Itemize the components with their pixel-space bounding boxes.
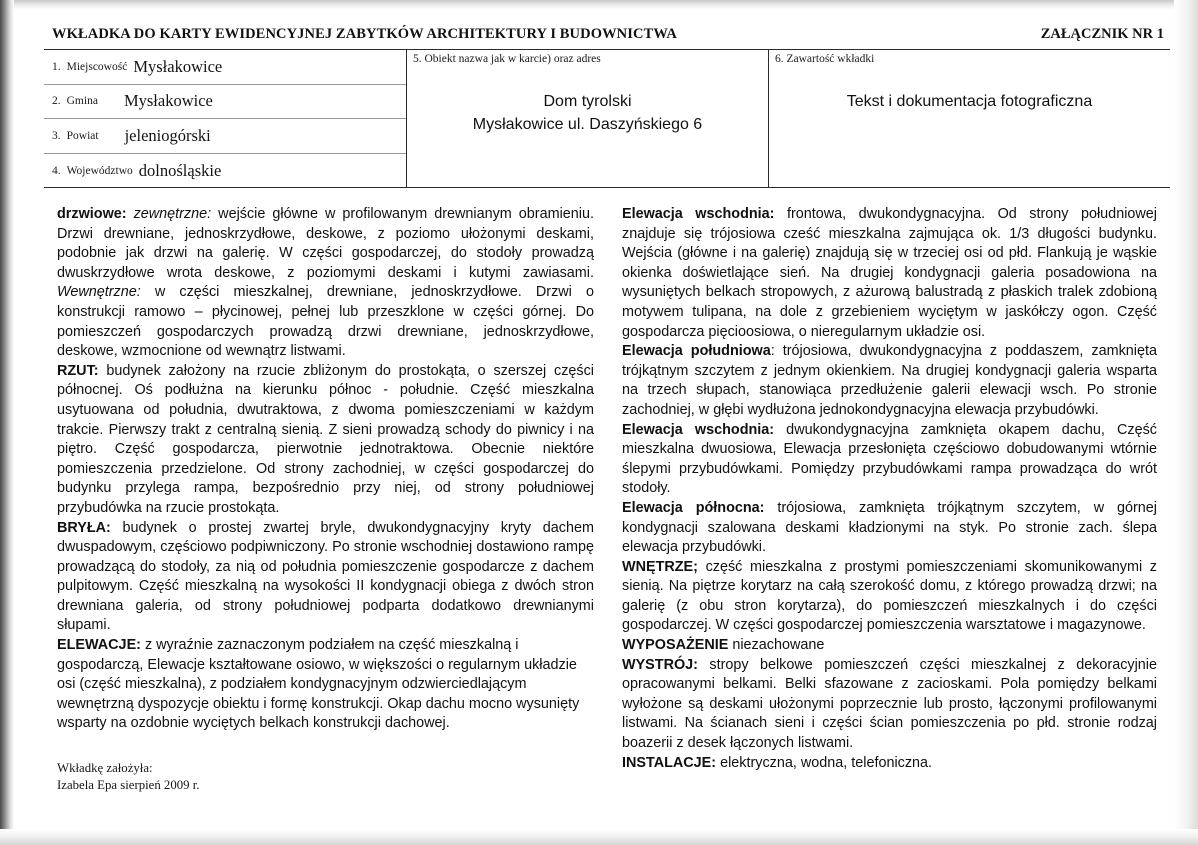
footnote-line-2: Izabela Epa sierpień 2009 r. <box>57 778 200 792</box>
scan-edge-top <box>0 0 1198 10</box>
field-value-gmina: Mysłakowice <box>123 91 213 111</box>
field-value-miejscowosc: Mysłakowice <box>133 56 223 76</box>
right-paragraph: WNĘTRZE; część mieszkalna z prostymi pomieszczeniami skomunikowanymi z sienią. Na piętrze korytarz na całą szerokość domu, z którego prowadzą drzwi; na galerię (z obu stron korytarza), do pomieszczeń mieszkalnych i do części gospodarczej. W części gospodarczej pomieszczenia warsztatowe i magazynowe. <box>622 558 1157 634</box>
object-name-cell <box>406 50 768 187</box>
left-paragraph: drzwiowe: zewnętrzne: wejście główne w profilowanym drewnianym obramieniu. Drzwi drewniane, jednoskrzydłowe, deskowe, z poziomo ułożonymi deskami, podobnie jak drzwi na galerię. W części gospodarczej, do stodoły prowadzą dwuskrzydłowe wrota deskowe, z poziomymi deskami i kutymi zawiasami. Wewnętrzne: w części mieszkalnej, drewniane, jednoskrzydłowe. Drzwi o konstrukcji ramowo – płycinowej, pełnej lub przeszklone w części górnej. Do pomieszczeń gospodarczych prowadzą drzwi drewniane, jednoskrzydłowe, deskowe, wzmocnione od wewnątrz listwami. <box>57 206 594 360</box>
right-paragraph: Elewacja południowa: trójosiowa, dwukondygnacyjna z poddaszem, zamknięta trójkątnym szczytem z jednym okienkiem. Na drugiej kondygnacji galeria wsparta na trzech słupach, stanowiąca przedłużenie galerii elewacji wsch. Po stronie zachodniej, w głębi wydłużona jednokondygnacyjna elewacja przybudówki. <box>622 343 1157 418</box>
body-column-left <box>57 205 594 734</box>
right-paragraph: Elewacja wschodnia: frontowa, dwukondygnacyjna. Od strony południowej znajduje się trójosiowa cześć mieszkalna zajmująca ok. 1/3 długości budynku. Wejścia (główne i na galerię) znajdują się w trzeciej osi od płd. Flankują je wąskie okienka doświetlające sień. Na drugiej kondygnacji galeria posadowiona na wysuniętych belkach stropowych, z ażurową balustradą z płaskich tralek zdobioną motywem tulipana, na dole z grzebieniem wyciętym w jaskółczy ogon. Część gospodarcza pięcioosiowa, o nieregularnym układzie osi. <box>622 206 1157 340</box>
field-row-miejscowosc <box>44 50 406 85</box>
field-value-powiat: jeleniogórski <box>124 125 211 145</box>
scan-edge-bottom <box>0 829 1198 845</box>
field-label-wojewodztwo: Województwo <box>66 164 133 177</box>
body-column-right <box>622 205 1157 773</box>
content-cell-caption: 6. Zawartość wkładki <box>775 53 875 65</box>
field-number-1: 1. <box>52 60 61 73</box>
annex-label: ZAŁĄCZNIK NR 1 <box>1040 26 1164 42</box>
field-row-gmina <box>44 85 406 120</box>
right-paragraph: INSTALACJE: elektryczna, wodna, telefoniczna. <box>622 754 933 771</box>
content-description: Tekst i dokumentacja fotograficzna <box>846 93 1093 110</box>
field-number-3: 3. <box>52 129 61 142</box>
scan-edge-right <box>1174 0 1198 845</box>
object-name: Dom tyrolski <box>543 93 632 110</box>
right-paragraph: WYPOSAŻENIE niezachowane <box>622 637 825 654</box>
left-paragraph: ELEWACJE: z wyraźnie zaznaczonym podziałem na część mieszkalną i gospodarczą, Elewacje kształtowane osiowo, w większości o regularnym układzie osi (część mieszkalna), z podziałem kondygnacyjnym odzwierciedlającym wewnętrzną dyspozycje obiektu i formę konstrukcji. Okap dachu mocno wysunięty wsparty na ozdobnie wyciętych belkach konstrukcji dachowej. <box>57 637 580 732</box>
right-paragraph: Elewacja północna: trójosiowa, zamknięta trójkątnym szczytem, w górnej kondygnacji szalowana deskami kładzionymi na styk. Po stronie zach. ślepa elewacja przybudówki. <box>622 499 1157 556</box>
field-label-miejscowosc: Miejscowość <box>66 60 128 73</box>
document-title: WKŁADKA DO KARTY EWIDENCYJNEJ ZABYTKÓW ARCHITEKTURY I BUDOWNICTWA <box>52 26 677 42</box>
right-paragraph: Elewacja wschodnia: dwukondygnacyjna zamknięta okapem dachu, Część mieszkalna dwuosiowa, Elewacja przesłonięta częściowo dobudowanymi wtórnie ślepymi przybudówkami. Pomiędzy przybudówkami rampa prowadząca do wrót stodoły. <box>622 421 1157 497</box>
object-address: Mysłakowice ul. Daszyńskiego 6 <box>472 116 703 133</box>
left-paragraph: RZUT: budynek założony na rzucie zbliżonym do prostokąta, o szerszej części północnej. Oś podłużna na kierunku północ - południe. Część mieszkalna usytuowana od południa, dwutraktowa, z dwoma pomieszczeniami w każdym trakcie. Pierwszy trakt z centralną sienią. Z sieni prowadzą schody do piwnicy i na piętro. Część gospodarcza, pierwotnie jednotraktowa. Obecnie niektóre pomieszczenia przedzielone. Od strony zachodniej, w części gospodarczej do budynku przylega rampa, bezpośrednio przy niej, od strony południowej przybudówka na rzucie prostokąta. <box>57 362 594 516</box>
field-value-wojewodztwo: dolnośląskie <box>138 160 222 180</box>
content-cell <box>768 50 1170 187</box>
header-fields-column <box>44 50 406 187</box>
masthead <box>44 26 1170 48</box>
header-table <box>44 49 1170 188</box>
field-number-4: 4. <box>52 164 61 177</box>
field-row-wojewodztwo <box>44 154 406 189</box>
field-row-powiat <box>44 119 406 154</box>
scan-edge-left <box>0 0 14 845</box>
content-cell-body <box>769 90 1170 113</box>
field-number-2: 2. <box>52 95 61 108</box>
footnote-line-1: Wkładkę założyła: <box>57 761 153 775</box>
field-label-gmina: Gmina <box>66 95 98 108</box>
footnote <box>57 760 199 794</box>
object-cell-body <box>407 90 768 136</box>
left-paragraph: BRYŁA: budynek o prostej zwartej bryle, dwukondygnacyjny kryty dachem dwuspadowym, częściowo podpiwniczony. Po stronie wschodniej dostawiono rampę prowadzącą do stodoły, za nią od południa pomieszczenie gospodarcze z dachem pulpitowym. Część mieszkalną na wysokości II kondygnacji obiega z dwóch stron drewniana galeria, od strony południowej podparta dodatkowo drewnianymi słupami. <box>57 519 594 634</box>
right-paragraph: WYSTRÓJ: stropy belkowe pomieszczeń części mieszkalnej z dekoracyjnie opracowanymi belkami. Belki sfazowane z zacioskami. Pola pomiędzy belkami wyłożone są deskami ułożonymi poprzecznie lub prosto, łączonymi profilowanymi listwami. Na ścianach sieni i części ścian pomieszczenia po płd. stronie rodzaj boazerii z desek łączonych listwami. <box>622 656 1157 752</box>
object-cell-caption: 5. Obiekt nazwa jak w karcie) oraz adres <box>413 53 601 65</box>
field-label-powiat: Powiat <box>66 129 99 142</box>
